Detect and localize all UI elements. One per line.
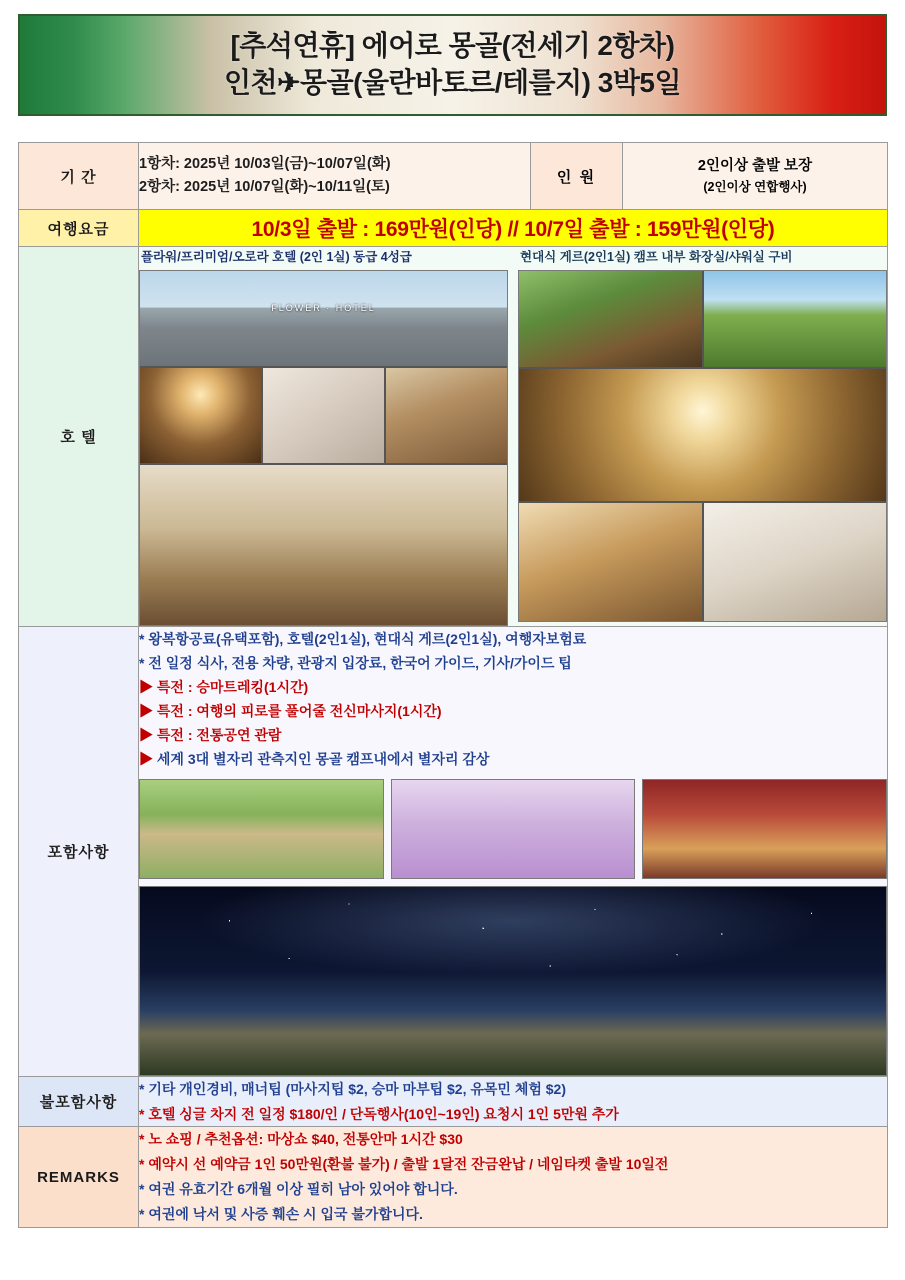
remarks-line-2: 예약시 선 예약금 1인 50만원(환불 불가) / 출발 1달전 잔금완납 / 네임타켓 출발 10일전 xyxy=(148,1156,669,1173)
not-included-line-1: 기타 개인경비, 매너팁 (마사지팁 $2, 승마 마부팁 $2, 유목민 체험 $2) xyxy=(148,1081,567,1098)
remarks-body xyxy=(139,1127,888,1228)
photo-ger-field xyxy=(704,271,887,367)
hotel-caption-right: 현대식 게르(2인1실) 캠프 내부 화장실/샤워실 구비 xyxy=(520,250,793,264)
price-value: 10/3일 출발 : 169만원(인당) // 10/7일 출발 : 159만원(인당) xyxy=(139,210,888,247)
table-row-remarks xyxy=(19,1127,888,1228)
included-line-3: 특전 : 승마트레킹(1시간) xyxy=(156,679,309,696)
list-item xyxy=(139,1177,887,1202)
list-item xyxy=(139,747,887,771)
included-line-2: 전 일정 식사, 전용 차량, 관광지 입장료, 한국어 가이드, 기사/가이드 팁 xyxy=(148,655,572,672)
hotel-left-column xyxy=(139,247,508,626)
bullet-star: * xyxy=(139,1105,145,1122)
photo-horse-trekking xyxy=(139,779,384,879)
not-included-body xyxy=(139,1077,888,1127)
list-item xyxy=(139,1202,887,1227)
remarks-label: REMARKS xyxy=(19,1127,139,1228)
list-item xyxy=(139,627,887,651)
bullet-star: * xyxy=(139,655,145,672)
table-row-not-included xyxy=(19,1077,888,1127)
bullet-star: * xyxy=(139,1156,145,1173)
photo-hotel-room-large xyxy=(140,465,507,625)
bullet-star: * xyxy=(139,631,145,647)
people-label: 인 원 xyxy=(531,143,623,210)
period-label: 기 간 xyxy=(19,143,139,210)
photo-hotel-exterior xyxy=(140,271,507,366)
period-line1: 1항차: 2025년 10/03일(금)~10/07일(화) xyxy=(139,155,391,172)
title-banner xyxy=(18,14,887,116)
bullet-star: * xyxy=(139,1181,145,1198)
not-included-line-2: 호텔 싱글 차지 전 일정 $180/인 / 단독행사(10인~19인) 요청시 1인 5만원 추가 xyxy=(148,1105,619,1122)
list-item xyxy=(139,675,887,699)
table-row-hotel xyxy=(19,247,888,627)
included-body xyxy=(139,627,888,1077)
hotel-right-column xyxy=(518,247,887,626)
photo-ger-interior xyxy=(519,369,886,501)
period-value xyxy=(139,143,531,210)
included-line-6: 세계 3대 별자리 관측지인 몽골 캠프내에서 별자리 감상 xyxy=(156,751,490,768)
list-item xyxy=(139,723,887,747)
people-value xyxy=(623,143,888,210)
banner-title-line1: [추석연휴] 에어로 몽골(전세기 2항차) xyxy=(230,30,675,62)
bullet-triangle-icon: ▶ xyxy=(139,727,153,744)
photo-ger-dining xyxy=(519,503,702,621)
included-label: 포함사항 xyxy=(19,627,139,1077)
photo-starry-ger-camp xyxy=(139,886,887,1076)
included-photo-row xyxy=(139,779,887,879)
table-row-period xyxy=(19,143,888,210)
photo-hotel-lobby xyxy=(140,368,261,463)
included-line-4: 특전 : 여행의 피로를 풀어줄 전신마사지(1시간) xyxy=(156,703,442,720)
remarks-line-3: 여권 유효기간 6개월 이상 필히 남아 있어야 합니다. xyxy=(148,1181,458,1198)
included-line-1: 왕복항공료(유택포함), 호텔(2인1실), 현대식 게르(2인1실), 여행자보험료 xyxy=(148,631,587,647)
hotel-body xyxy=(139,247,888,627)
photo-ger-bathroom xyxy=(704,503,887,621)
list-item xyxy=(139,651,887,675)
people-sub: (2인이상 연합행사) xyxy=(703,179,807,194)
bullet-star: * xyxy=(139,1206,145,1223)
people-main: 2인이상 출발 보장 xyxy=(697,157,813,174)
hotel-label: 호 텔 xyxy=(19,247,139,627)
bullet-triangle-icon: ▶ xyxy=(139,703,153,720)
banner-title xyxy=(224,28,681,102)
photo-traditional-show xyxy=(642,779,887,879)
bullet-triangle-icon: ▶ xyxy=(139,679,153,696)
photo-ger-walkway xyxy=(519,271,702,367)
not-included-label: 불포함사항 xyxy=(19,1077,139,1127)
list-item xyxy=(139,699,887,723)
bullet-star: * xyxy=(139,1131,145,1148)
remarks-line-4: 여권에 낙서 및 사증 훼손 시 입국 불가합니다. xyxy=(148,1206,423,1223)
list-item xyxy=(139,1152,887,1177)
bullet-triangle-icon: ▶ xyxy=(139,751,153,768)
hotel-photo-collage-left xyxy=(139,270,508,626)
remarks-line-1: 노 쇼핑 / 추천옵션: 마상쇼 $40, 전통안마 1시간 $30 xyxy=(148,1131,463,1148)
price-label: 여행요금 xyxy=(19,210,139,247)
list-item xyxy=(139,1127,887,1152)
period-line2: 2항차: 2025년 10/07일(화)~10/11일(토) xyxy=(139,179,390,195)
table-row-included xyxy=(19,627,888,1077)
photo-hotel-room-small xyxy=(386,368,507,463)
photo-hotel-bathroom xyxy=(263,368,384,463)
photo-massage xyxy=(391,779,636,879)
included-list xyxy=(139,627,887,771)
bullet-star: * xyxy=(139,1081,145,1098)
list-item xyxy=(139,1077,887,1102)
included-line-5: 특전 : 전통공연 관람 xyxy=(156,727,282,744)
list-item xyxy=(139,1102,887,1127)
hotel-photo-collage-right xyxy=(518,270,887,622)
hotel-caption-left: 플라워/프리미엄/오로라 호텔 (2인 1실) 동급 4성급 xyxy=(141,250,412,264)
banner-title-line2: 인천✈몽골(울란바토르/테를지) 3박5일 xyxy=(224,67,681,98)
itinerary-table xyxy=(18,142,888,1228)
table-row-price xyxy=(19,210,888,247)
